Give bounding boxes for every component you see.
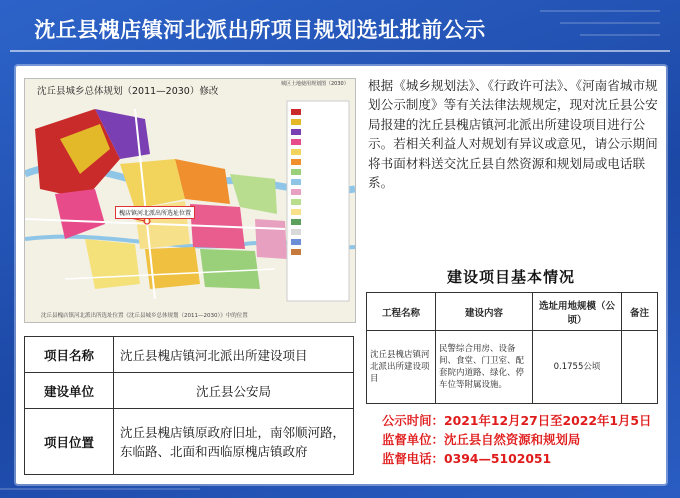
project-unit-label: 建设单位 <box>25 373 114 409</box>
page-title: 沈丘县槐店镇河北派出所项目规划选址批前公示 <box>34 18 486 42</box>
project-location-label: 项目位置 <box>25 409 114 475</box>
decor-stripe <box>0 488 200 490</box>
project-name-value: 沈丘县槐店镇河北派出所建设项目 <box>114 337 354 373</box>
basic-info-title: 建设项目基本情况 <box>446 268 575 286</box>
planning-map <box>24 78 356 323</box>
map-drawing <box>25 79 355 322</box>
map-title: 沈丘县城乡总体规划（2011—2030）修改 <box>37 86 219 97</box>
cell-project-name: 沈丘县槐店镇河北派出所建设项目 <box>367 331 436 404</box>
project-info-table <box>24 336 354 475</box>
notice-phone: 监督电话：0394—5102051 <box>382 451 552 466</box>
map-caption: 沈丘县槐店镇河北派出所选址位置《沈丘县城乡总体规划（2011—2030）》中的位置 <box>41 313 248 319</box>
header-project-name: 工程名称 <box>367 293 436 331</box>
table-row <box>367 331 658 404</box>
cell-remark <box>622 331 658 404</box>
site-location-label: 槐店镇河北派出所选址位置 <box>115 206 195 219</box>
basic-info-table <box>366 292 658 404</box>
map-legend-title: 城区土地使用规划图（2030） <box>281 81 349 87</box>
project-unit-row <box>25 373 354 409</box>
project-name-row <box>25 337 354 373</box>
intro-paragraph: 根据《城乡规划法》、《行政许可法》、《河南省城市规划公示制度》等有关法律法规规定，现对沈丘县公安局报建的沈丘县槐店镇河北派出所建设项目进行公示。若相关利益人对规划有异议或意见，请公示期间将书面材料送交沈丘县自然资源和规划局或电话联系。 <box>368 78 658 191</box>
notice-block <box>382 411 662 468</box>
cell-content: 民警综合用房、设备间、食堂、门卫室、配套院内道路、绿化、停车位等附属设施。 <box>436 331 533 404</box>
project-unit-value: 沈丘县公安局 <box>114 373 354 409</box>
title-underline <box>10 50 670 52</box>
title-bar <box>0 0 680 62</box>
notice-period: 公示时间：2021年12月27日至2022年1月5日 <box>382 413 652 428</box>
notice-supervisor: 监督单位：沈丘县自然资源和规划局 <box>382 432 581 447</box>
header-content: 建设内容 <box>436 293 533 331</box>
content-panel <box>16 66 666 484</box>
project-location-value: 沈丘县槐店镇原政府旧址，南邻顺河路，东临路、北面和西临原槐店镇政府 <box>114 409 354 475</box>
header-remark: 备注 <box>622 293 658 331</box>
cell-area: 0.1755公顷 <box>533 331 622 404</box>
table-header-row <box>367 293 658 331</box>
project-location-row <box>25 409 354 475</box>
header-area: 选址用地规模（公顷） <box>533 293 622 331</box>
project-name-label: 项目名称 <box>25 337 114 373</box>
